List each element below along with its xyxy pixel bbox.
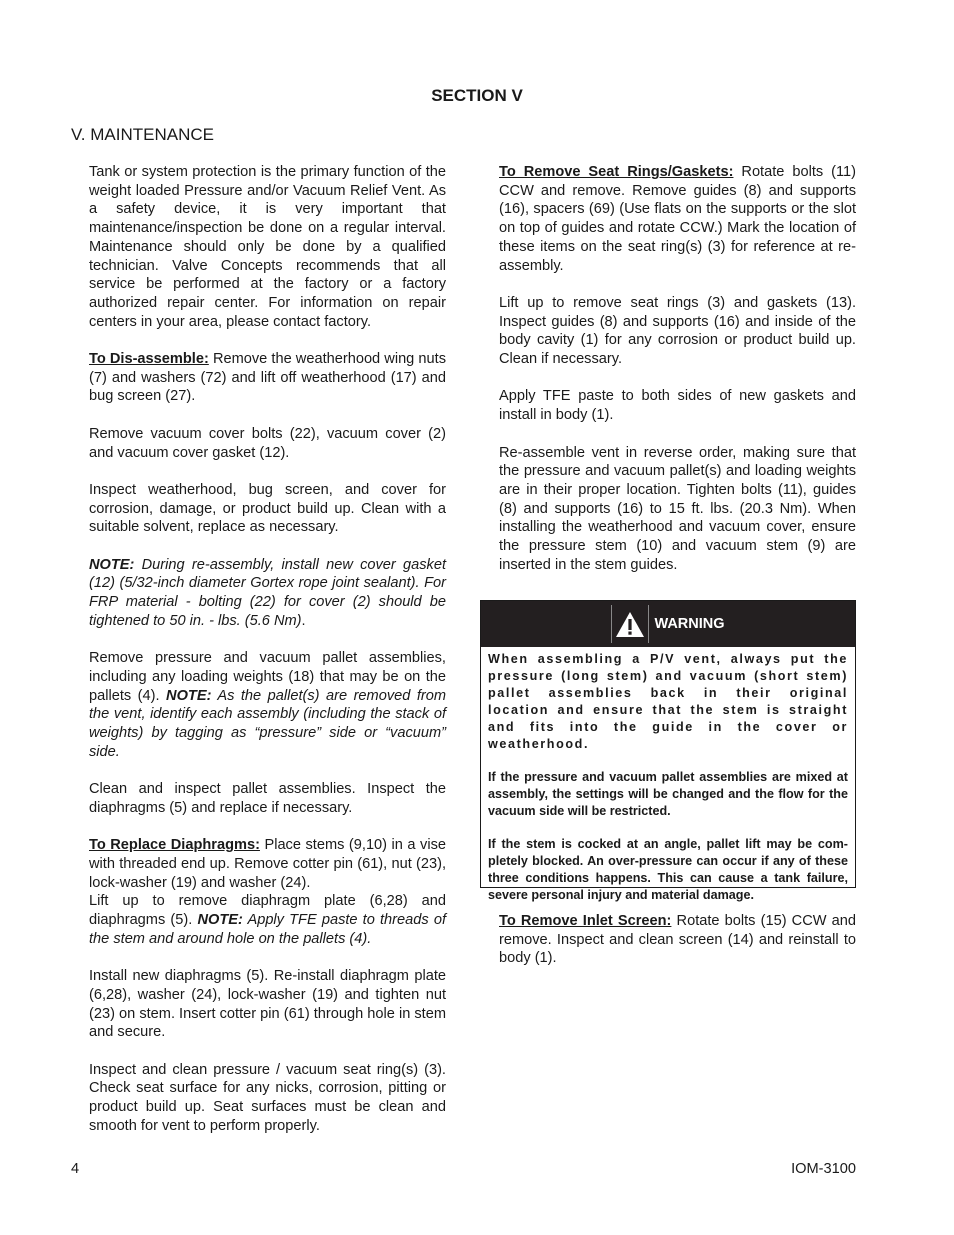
warning-body [481, 647, 855, 904]
warning-text-2: If the pressure and vacuum pallet assemblies are mixed at assembly, the settings will be changed and the flow for the vacuum side will be restricted. [488, 770, 848, 818]
gasket-note-paragraph [89, 556, 446, 631]
disassemble-text: Remove the weatherhood wing nuts (7) and washers (72) and lift off weatherhood (17) and bug screen (27). [89, 351, 446, 405]
inlet-screen-paragraph [499, 912, 856, 968]
warning-box [480, 600, 856, 902]
warning-text-3: If the stem is cocked at an angle, pallet lift may be com-pletely blocked. An over-pressure can occur if any of these three conditions happens. This can cause a tank failure, severe personal injury and material damage. [488, 837, 848, 902]
replace-diaphragms-paragraph [89, 836, 446, 892]
warning-label: WARNING [654, 616, 725, 632]
vacuum-cover-paragraph: Remove vacuum cover bolts (22), vacuum cover (2) and vacuum cover gasket (12). [89, 425, 446, 461]
gasket-note-period: . [301, 612, 306, 629]
intro-paragraph: Tank or system protection is the primary function of the weight loaded Pressure and/or Vacuum Relief Vent. As a safety device, it is very important that maintenance/inspection be done on a regular interval. Maintenance should only be done by a qualified technician. Valve Concepts recommends that all service be performed at the factory or a factory authorized repair center. For information on repair centers in your area, please contact factory. [89, 164, 446, 330]
note-label: NOTE: [197, 912, 243, 929]
page-heading: V. MAINTENANCE [71, 125, 214, 144]
right-column [499, 163, 856, 593]
seat-rings-text: Rotate bolts (11) CCW and remove. Remove guides (8) and supports (16), spacers (69) (Use flats on the supports or the slot on top of guides and rotate CCW.) Mark the location of these items on the seat ring(s) (3) for reference at re-assembly. [499, 164, 856, 274]
seat-ring-inspect-paragraph: Inspect and clean pressure / vacuum seat ring(s) (3). Check seat surface for any nicks, corrosion, pitting or product build up. Seat surfaces must be clean and smooth for vent to perform properly. [89, 1061, 446, 1134]
lift-seat-rings-paragraph: Lift up to remove seat rings (3) and gaskets (13). Inspect guides (8) and supports (16) and inside of the body cavity (1) for any corrosion or product build up. Clean if necessary. [499, 294, 856, 368]
inlet-screen-subheading: To Remove Inlet Screen: [499, 913, 672, 929]
seat-rings-subheading: To Remove Seat Rings/Gaskets: [499, 164, 734, 180]
pallet-removal-paragraph [89, 649, 446, 761]
note-label: NOTE: [89, 556, 135, 573]
inlet-screen-text: Rotate bolts (15) CCW and remove. Inspect and clean screen (14) and reinstall to body (1). [499, 913, 856, 967]
warning-triangle-icon [611, 605, 649, 643]
replace-diaphragms-subheading: To Replace Diaphragms: [89, 837, 260, 854]
disassemble-paragraph [89, 350, 446, 406]
pallet-note-text: As the pallet(s) are removed from the vent, identify each assembly (including the stack of weights) by tagging as “pressure” side or “vacuum” side. [89, 687, 447, 760]
section-title: SECTION V [431, 86, 523, 105]
diaphragm-plate-text: Lift up to remove diaphragm plate (6,28) and diaphragms (5). [89, 893, 446, 929]
seat-rings-paragraph [499, 163, 856, 275]
warning-header [481, 601, 855, 647]
disassemble-subheading: To Dis-assemble: [89, 351, 209, 368]
document-code: IOM-3100 [791, 1161, 856, 1177]
reassemble-paragraph: Re-assemble vent in reverse order, making sure that the pressure and vacuum pallet(s) and loading weights are in their proper location. Tighten bolts (11), guides (8) and supports (16) to 15 ft. lbs. (20.3 Nm). When installing the weatherhood and vacuum cover, ensure the pressure stem (10) and vacuum stem (9) are inserted in the stem guides. [499, 444, 856, 573]
gasket-note-text: During re-assembly, install new cover gasket (12) (5/32-inch diameter Gortex rope joint sealant). For FRP material - bolting (22) for cover (2) should be tightened to 50 in. - lbs. (5.6 Nm) [89, 556, 446, 629]
clean-pallet-paragraph: Clean and inspect pallet assemblies. Inspect the diaphragms (5) and replace if necessary. [89, 781, 446, 816]
left-column [89, 163, 446, 1154]
pallet-removal-text: Remove pressure and vacuum pallet assemblies, including any loading weights (18) that may be on the pallets (4). [89, 650, 446, 704]
tfe-paste-paragraph: Apply TFE paste to both sides of new gaskets and install in body (1). [499, 388, 856, 424]
diaphragm-plate-paragraph [89, 892, 446, 948]
install-diaphragms-paragraph: Install new diaphragms (5). Re-install diaphragm plate (6,28), washer (24), lock-washer (19) and tighten nut (23) on stem. Insert cotter pin (61) through hole in stem and secure. [89, 968, 446, 1041]
note-label: NOTE: [166, 687, 212, 704]
replace-diaphragms-text: Place stems (9,10) in a vise with threaded end up. Remove cotter pin (61), nut (23), lock-washer (19) and washer (24). [89, 837, 447, 891]
inspect-weatherhood-paragraph: Inspect weatherhood, bug screen, and cover for corrosion, damage, or product build up. Clean with a suitable solvent, replace as necessary. [89, 481, 446, 536]
page-number: 4 [71, 1161, 80, 1177]
tfe-note-text: Apply TFE paste to threads of the stem and around hole on the pallets (4). [89, 912, 446, 947]
warning-text-1: When assembling a P/V vent, always put the pressure (long stem) and vacuum (short stem) pallet assemblies back in their original location and ensure that the stem is straight and fits into the guide in the cover or weatherhood. [488, 652, 848, 751]
